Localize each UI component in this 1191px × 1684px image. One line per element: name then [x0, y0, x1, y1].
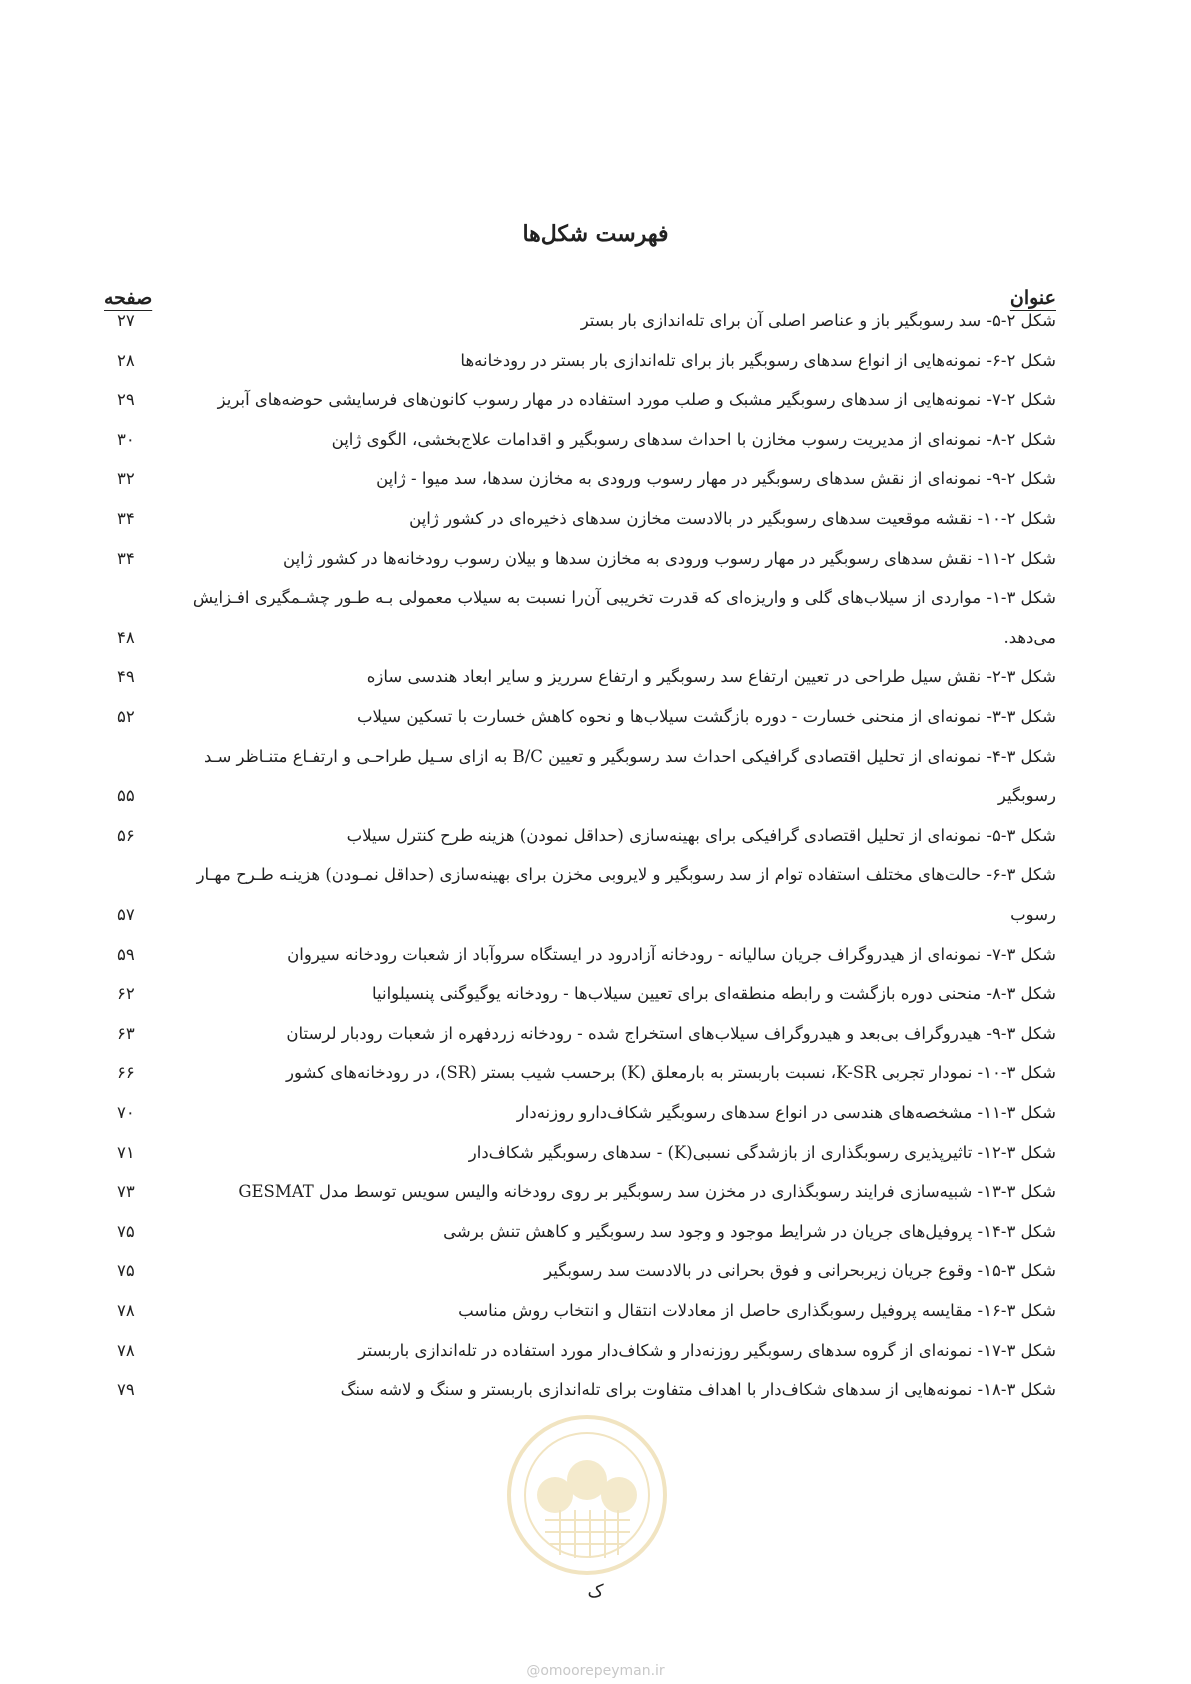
- page-ref-row: [0, 1063, 1191, 1085]
- figure-caption: رسوبگیر: [997, 786, 1056, 805]
- figure-caption: می‌دهد.: [1003, 628, 1056, 647]
- figure-caption: شکل ۲-۱۱- نقش سدهای رسوبگیر در مهار رسوب ورودی به مخازن سدها و بیلان رسوب رودخانه‌ها در کشور ژاپن: [283, 549, 1056, 568]
- page-title: فهرست شکل‌ها: [522, 221, 669, 247]
- list-item: [0, 905, 1191, 927]
- figure-caption: شکل ۳-۱۳- شبیه‌سازی فرایند رسوبگذاری در مخزن سد رسوبگیر بر روی رودخانه والیس سویس توسط مدل GESMAT: [238, 1182, 1056, 1201]
- figure-caption: شکل ۳-۱۶- مقایسه پروفیل رسوبگذاری حاصل از معادلات انتقال و انتخاب روش مناسب: [458, 1301, 1056, 1320]
- page-reference: ۵۲: [117, 707, 135, 726]
- page-reference: ۳۴: [117, 509, 135, 528]
- figure-caption: شکل ۳-۱۸- نمونه‌هایی از سدهای شکاف‌دار با اهداف متفاوت برای تله‌اندازی باربستر و سنگ و لاشه سنگ: [340, 1380, 1056, 1399]
- page-ref-row: [0, 549, 1191, 571]
- page-ref-row: [0, 1341, 1191, 1363]
- page-reference: ۲۸: [117, 351, 135, 370]
- figure-caption: شکل ۳-۱۰- نمودار تجربی K-SR، نسبت باربستر به بارمعلق (K) برحسب شیب بستر (SR)، در رودخانه‌های کشور: [285, 1063, 1056, 1082]
- page-ref-row: [0, 984, 1191, 1006]
- page-reference: ۳۰: [117, 430, 135, 449]
- figure-caption: شکل ۲-۹- نمونه‌ای از نقش سدهای رسوبگیر در مهار رسوب ورودی به مخازن سدها، سد میوا - ژاپن: [376, 469, 1056, 488]
- list-item: [0, 786, 1191, 808]
- figure-caption: شکل ۳-۹- هیدروگراف بی‌بعد و هیدروگراف سیلاب‌های استخراج شده - رودخانه زردفهره از شعبات رودبار لرستان: [286, 1024, 1056, 1043]
- list-item: [0, 588, 1191, 610]
- page-ref-row: [0, 707, 1191, 729]
- page-ref-row: [0, 1143, 1191, 1165]
- page-reference: ۷۵: [117, 1261, 135, 1280]
- page-reference: ۵۷: [117, 905, 135, 924]
- figure-caption: شکل ۲-۷- نمونه‌هایی از سدهای رسوبگیر مشبک و صلب مورد استفاده در مهار رسوب کانون‌های فرسایشی حوضه‌های آبریز: [217, 390, 1056, 409]
- figure-caption: شکل ۳-۷- نمونه‌ای از هیدروگراف جریان سالیانه - رودخانه آزادرود در ایستگاه سروآباد از شعبات رودخانه سیروان: [287, 945, 1056, 964]
- page-ref-row: [0, 469, 1191, 491]
- list-item: [0, 628, 1191, 650]
- list-item: [0, 747, 1191, 769]
- figure-caption: شکل ۳-۶- حالت‌های مختلف استفاده توام از سد رسوبگیر و لایروبی مخزن برای بهینه‌سازی (حداقل نمـودن) هزینـه طـرح مهـار: [196, 865, 1056, 884]
- page-ref-row: [0, 1261, 1191, 1283]
- figure-caption: رسوب: [1010, 905, 1056, 924]
- page-reference: ۵۵: [117, 786, 135, 805]
- page-ref-row: [0, 945, 1191, 967]
- page-ref-row: [0, 430, 1191, 452]
- page-number: ک: [587, 1581, 604, 1602]
- figure-caption: شکل ۳-۱۵- وقوع جریان زیربحرانی و فوق بحرانی در بالادست سد رسوبگیر: [544, 1261, 1056, 1280]
- page-reference: ۶۲: [117, 984, 135, 1003]
- figure-caption: شکل ۳-۴- نمونه‌ای از تحلیل اقتصادی گرافیکی احداث سد رسوبگیر و تعیین B/C به ازای سـیل طراحـی و ارتفـاع متنـاظر سـد: [203, 747, 1056, 766]
- page-reference: ۵۹: [117, 945, 135, 964]
- figure-caption: شکل ۲-۵- سد رسوبگیر باز و عناصر اصلی آن برای تله‌اندازی بار بستر: [580, 311, 1056, 330]
- page-ref-row: [0, 311, 1191, 333]
- page-ref-row: [0, 1222, 1191, 1244]
- figure-caption: شکل ۳-۱۱- مشخصه‌های هندسی در انواع سدهای رسوبگیر شکاف‌دارو روزنه‌دار: [516, 1103, 1056, 1122]
- page-reference: ۷۵: [117, 1222, 135, 1241]
- page-reference: ۳۲: [117, 469, 135, 488]
- page-ref-row: [0, 826, 1191, 848]
- page-reference: ۳۴: [117, 549, 135, 568]
- page-ref-row: [0, 351, 1191, 373]
- page-reference: ۶۳: [117, 1024, 135, 1043]
- figure-caption: شکل ۳-۱۲- تاثیرپذیری رسوبگذاری از بازشدگی نسبی(K) - سدهای رسوبگیر شکاف‌دار: [468, 1143, 1056, 1162]
- page-reference: ۴۸: [117, 628, 135, 647]
- figure-caption: شکل ۳-۸- منحنی دوره بازگشت و رابطه منطقه‌ای برای تعیین سیلاب‌ها - رودخانه یوگیوگنی پنسیلوانیا: [371, 984, 1056, 1003]
- page-reference: ۲۷: [117, 311, 135, 330]
- page-ref-row: [0, 667, 1191, 689]
- figure-caption: شکل ۳-۱۴- پروفیل‌های جریان در شرایط موجود و وجود سد رسوبگیر و کاهش تنش برشی: [443, 1222, 1056, 1241]
- watermark-seal-icon: [505, 1410, 670, 1580]
- figure-caption: شکل ۳-۳- نمونه‌ای از منحنی خسارت - دوره بازگشت سیلاب‌ها و نحوه کاهش خسارت با تسکین سیلاب: [356, 707, 1056, 726]
- page-reference: ۷۳: [117, 1182, 135, 1201]
- figure-caption: شکل ۲-۶- نمونه‌هایی از انواع سدهای رسوبگیر باز برای تله‌اندازی بار بستر در رودخانه‌ها: [460, 351, 1056, 370]
- website-watermark: @omoorepeyman.ir: [526, 1663, 665, 1679]
- page-reference: ۷۰: [117, 1103, 135, 1122]
- column-header-title: عنوان: [1009, 287, 1056, 309]
- page-reference: ۷۹: [117, 1380, 135, 1399]
- column-header-page: صفحه: [104, 287, 153, 309]
- page-reference: ۷۱: [117, 1143, 135, 1162]
- figure-caption: شکل ۳-۲- نقش سیل طراحی در تعیین ارتفاع سد رسوبگیر و ارتفاع سرریز و سایر ابعاد هندسی سازه: [366, 667, 1056, 686]
- page-reference: ۵۶: [117, 826, 135, 845]
- page-reference: ۶۶: [117, 1063, 135, 1082]
- page-ref-row: [0, 1301, 1191, 1323]
- page-ref-row: [0, 1103, 1191, 1125]
- page-reference: ۴۹: [117, 667, 135, 686]
- figure-caption: شکل ۳-۱۷- نمونه‌ای از گروه سدهای رسوبگیر روزنه‌دار و شکاف‌دار مورد استفاده در تله‌اندازی باربستر: [358, 1341, 1056, 1360]
- list-item: [0, 865, 1191, 887]
- figure-caption: شکل ۲-۱۰- نقشه موقعیت سدهای رسوبگیر در بالادست مخازن سدهای ذخیره‌ای در کشور ژاپن: [409, 509, 1056, 528]
- page-ref-row: [0, 1182, 1191, 1204]
- page-reference: ۷۸: [117, 1301, 135, 1320]
- figure-caption: شکل ۳-۱- مواردی از سیلاب‌های گلی و واریزه‌ای که قدرت تخریبی آن‌را نسبت به سیلاب معمولی بـه طـور چشـمگیری افـزایش: [192, 588, 1056, 607]
- page-ref-row: [0, 390, 1191, 412]
- page-reference: ۷۸: [117, 1341, 135, 1360]
- page-ref-row: [0, 1380, 1191, 1402]
- page-ref-row: [0, 509, 1191, 531]
- figure-caption: شکل ۲-۸- نمونه‌ای از مدیریت رسوب مخازن با احداث سدهای رسوبگیر و اقدامات علاج‌بخشی، الگوی ژاپن: [331, 430, 1056, 449]
- figure-caption: شکل ۳-۵- نمونه‌ای از تحلیل اقتصادی گرافیکی برای بهینه‌سازی (حداقل نمودن) هزینه طرح کنترل سیلاب: [346, 826, 1056, 845]
- page-ref-row: [0, 1024, 1191, 1046]
- page-reference: ۲۹: [117, 390, 135, 409]
